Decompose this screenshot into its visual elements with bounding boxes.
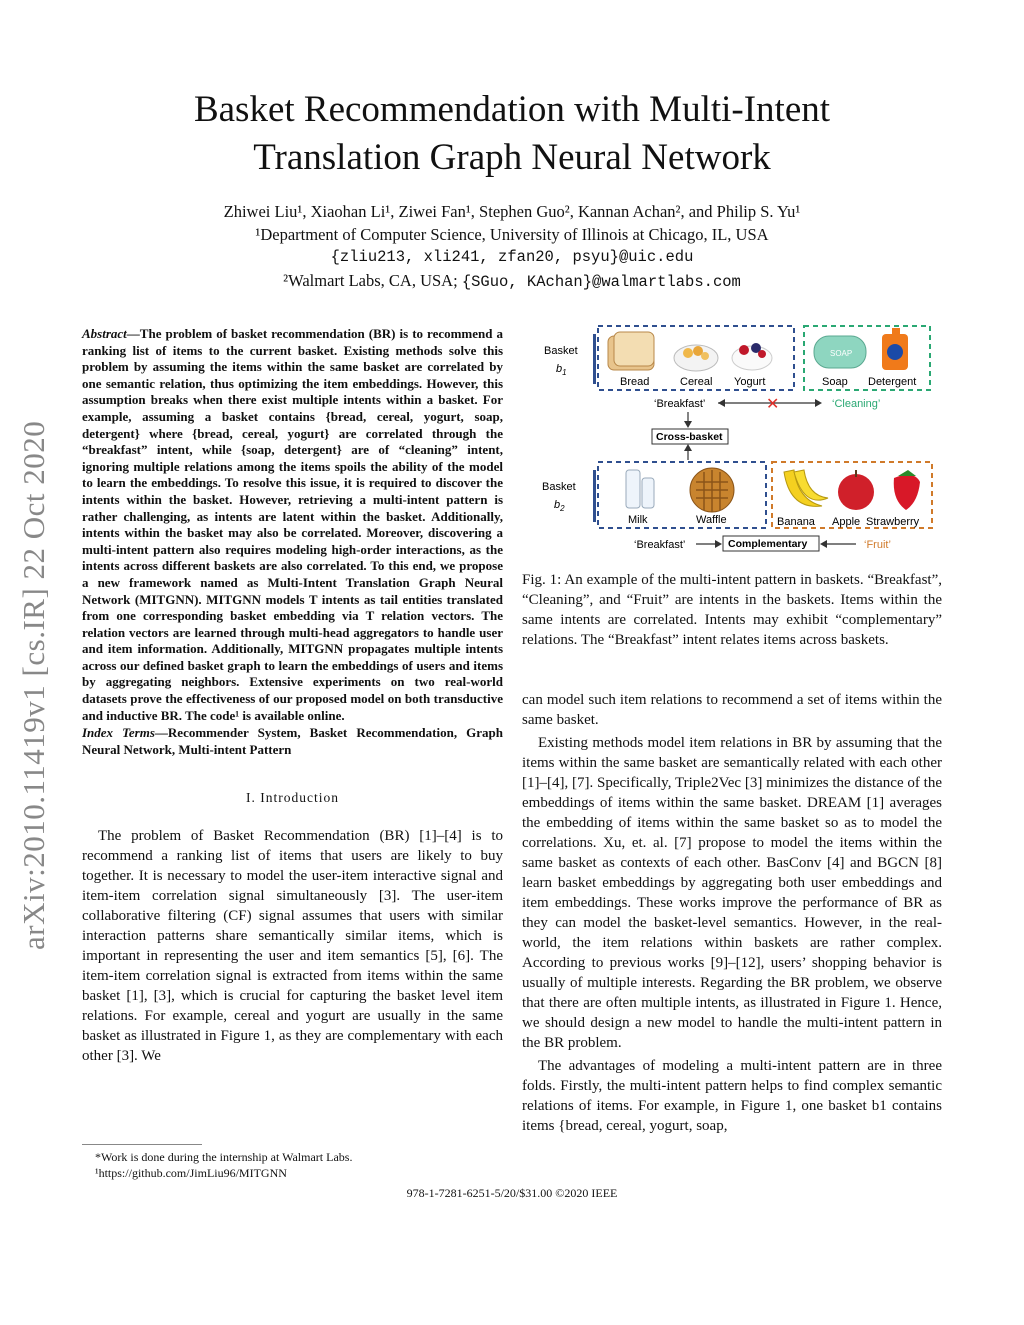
index-terms-text: —Recommender System, Basket Recommendation, Graph Neural Network, Multi-intent Pattern bbox=[82, 725, 503, 757]
index-terms-label: Index Terms bbox=[82, 725, 155, 741]
detergent-image bbox=[882, 328, 908, 370]
comp-arrow-left-head bbox=[715, 540, 722, 548]
arrow-up-head bbox=[684, 444, 692, 451]
left-column bbox=[82, 326, 503, 1066]
arrow-down-head bbox=[684, 421, 692, 428]
basket-2-symbol: $b_2$ bbox=[554, 499, 565, 513]
comp-arrow-right-head bbox=[820, 540, 827, 548]
basket-1-bracket bbox=[593, 334, 596, 384]
intent-cleaning: ‘Cleaning’ bbox=[832, 398, 881, 410]
right-column bbox=[522, 320, 942, 1136]
milk-image bbox=[626, 470, 654, 508]
banana-image bbox=[784, 470, 828, 506]
affiliation-2 bbox=[0, 269, 1024, 294]
paper-title bbox=[0, 86, 1024, 182]
email-1: {zliu213, xli241, zfan20, psyu}@uic.edu bbox=[330, 248, 694, 266]
cereal-image bbox=[674, 345, 718, 371]
breakfast-box-2 bbox=[598, 462, 766, 528]
figure-caption: Fig. 1: An example of the multi-intent pattern in baskets. “Breakfast”, “Cleaning”, and “Fruit” are intents in the baskets. Items within the same intents are correlated. Intents may exhibit “complementary” relations. The “Breakfast” intent relates items across baskets. bbox=[522, 572, 942, 648]
abstract-label: Abstract bbox=[82, 326, 127, 341]
item-label-bread: Bread bbox=[620, 376, 650, 388]
intent-breakfast-1: ‘Breakfast’ bbox=[654, 398, 706, 410]
arrow-left-head bbox=[718, 399, 725, 407]
no-relation-cross: ✕ bbox=[766, 396, 780, 413]
intent-breakfast-2: ‘Breakfast’ bbox=[634, 539, 686, 551]
footnote-2[interactable]: ¹https://github.com/JimLiu96/MITGNN bbox=[95, 1166, 287, 1180]
right-paragraph-0: can model such item relations to recommend a set of items within the same basket. bbox=[522, 692, 942, 728]
soap-image bbox=[814, 336, 866, 368]
basket-1-label: Basket bbox=[544, 345, 578, 357]
complementary-label: Complementary bbox=[728, 538, 808, 550]
apple-image bbox=[838, 470, 874, 510]
yogurt-image bbox=[732, 343, 772, 370]
item-label-strawberry: Strawberry bbox=[866, 516, 920, 528]
strawberry-image bbox=[894, 470, 920, 510]
cross-basket-label: Cross-basket bbox=[656, 431, 723, 443]
abstract bbox=[82, 326, 503, 724]
page-footer: 978-1-7281-6251-5/20/$31.00 ©2020 IEEE bbox=[406, 1186, 618, 1200]
arxiv-stamp: arXiv:2010.11419v1 [cs.IR] 22 Oct 2020 bbox=[16, 420, 51, 950]
authors-block bbox=[0, 200, 1024, 294]
right-paragraph-1: Existing methods model item relations in BR by assuming that the items within the same basket are semantically related with each other [1]–[4], [7]. Specifically, Triple2Vec [3] minimizes the distance of the embeddings of items within the same basket. DREAM [1] averages the embedding of items within the same basket so as to model the correlations. Xu, et. al. [7] propose to model the items within the same basket as contexts of each other. BasConv [4] and BGCN [8] learn basket embeddings by aggregating both user embeddings and item embeddings. These works improve the performance of BR as they can model the basket-level semantics. However, in the real-world, the item relations within baskets are rather complex. According to previous works [9]–[12], users’ shopping behavior is usually of multiple interests. Regarding the BR problem, we observe that there are often multiple intents, as illustrated in Figure 1. Hence, we should design a new model to handle the multi-intent pattern in the BR problem. bbox=[522, 735, 942, 1051]
figure-1 bbox=[522, 320, 942, 560]
intent-fruit: ‘Fruit’ bbox=[864, 539, 891, 551]
footnote-rule bbox=[82, 1144, 202, 1145]
item-label-soap: Soap bbox=[822, 376, 848, 388]
intro-paragraph-1: The problem of Basket Recommendation (BR) [1]–[4] is to recommend a ranking list of items that users are likely to buy together. It is necessary to model the user-item interactive signal and item-item correlation signal simultaneously [3]. The user-item collaborative filtering (CF) signal assumes that users with similar interaction patterns share semantically similar items, which is important in representing the user and item semantics [5], [6]. The item-item correlation signal is extracted from items within the same basket [1], [3], which is crucial for capturing the basket level item relations. For example, cereal and yogurt are usually in the same basket as illustrated in Figure 1, as they are complementary with each other [3]. We bbox=[82, 828, 503, 1065]
affiliation-2-text: ²Walmart Labs, CA, USA; bbox=[283, 271, 462, 290]
author-list: Zhiwei Liu¹, Xiaohan Li¹, Ziwei Fan¹, Stephen Guo², Kannan Achan², and Philip S. Yu¹ bbox=[223, 202, 801, 221]
intro-body bbox=[82, 826, 503, 1066]
soap-label-text: SOAP bbox=[830, 349, 853, 358]
footnote-1: *Work is done during the internship at Walmart Labs. bbox=[95, 1150, 353, 1164]
basket-2-label: Basket bbox=[542, 481, 576, 493]
item-label-detergent: Detergent bbox=[868, 376, 917, 388]
item-label-cereal: Cereal bbox=[680, 376, 713, 388]
affiliation-1: ¹Department of Computer Science, University of Illinois at Chicago, IL, USA bbox=[255, 225, 769, 244]
waffle-image bbox=[690, 468, 734, 512]
title-line-2: Translation Graph Neural Network bbox=[253, 137, 771, 178]
basket-2-bracket bbox=[593, 470, 596, 522]
email-2: {SGuo, KAchan}@walmartlabs.com bbox=[461, 273, 741, 291]
title-line-1: Basket Recommendation with Multi-Intent bbox=[193, 89, 831, 130]
bread-image bbox=[608, 332, 654, 370]
item-label-yogurt: Yogurt bbox=[734, 376, 766, 388]
basket-1-symbol: $b_1$ bbox=[556, 363, 567, 377]
abstract-text: —The problem of basket recommendation (BR) is to recommend a ranking list of items to the current basket. Existing methods solve this problem by assuming the items within the same basket are correlated by one semantic relation, thus optimizing the item embeddings. However, this assumption breaks when there exist multiple intents within a basket. For example, assuming a basket contains {bread, cereal, yogurt, soap, detergent} where {bread, cereal, yogurt} are correlated through the “breakfast” intent, while {soap, detergent} are of “cleaning” intent, ignoring multiple relations among the items spoils the ability of the model to learn the embeddings. To resolve this issue, it is required to discover the intents within the basket. However, retrieving a multi-intent pattern is rather challenging, as intents are latent within the basket. Additionally, intents within the basket may also be correlated. Moreover, discovering a multi-intent pattern also requires modeling high-order interactions, as the intents across different baskets are also correlated. To this end, we propose a new framework named as Multi-Intent Translation Graph Neural Network (MITGNN). MITGNN models T intents as tail entities translated from one corresponding basket embedding via T relation vectors. The relation vectors are learned through multi-head aggregators to handle user and item information. Additionally, MITGNN propagates multiple intents across our defined basket graph to learn the embeddings of users and items by aggregating neighbors. Extensive experiments on two real-world datasets prove the effectiveness of our proposed model on both transductive and inductive BR. The code¹ is available online. bbox=[82, 326, 503, 723]
right-paragraph-2: The advantages of modeling a multi-intent pattern are in three folds. Firstly, the multi-intent pattern helps to find complex semantic relations of items. For example, in Figure 1, one basket b1 contains items {bread, cereal, yogurt, soap, bbox=[522, 1058, 942, 1134]
right-body bbox=[522, 690, 942, 1136]
item-label-apple: Apple bbox=[832, 516, 861, 528]
item-label-milk: Milk bbox=[628, 514, 648, 526]
item-label-banana: Banana bbox=[777, 516, 815, 528]
section-heading-introduction: I. Introduction bbox=[246, 790, 339, 806]
arrow-right-head bbox=[815, 399, 822, 407]
index-terms bbox=[82, 725, 503, 758]
footnotes bbox=[95, 1144, 495, 1181]
item-label-waffle: Waffle bbox=[696, 514, 727, 526]
